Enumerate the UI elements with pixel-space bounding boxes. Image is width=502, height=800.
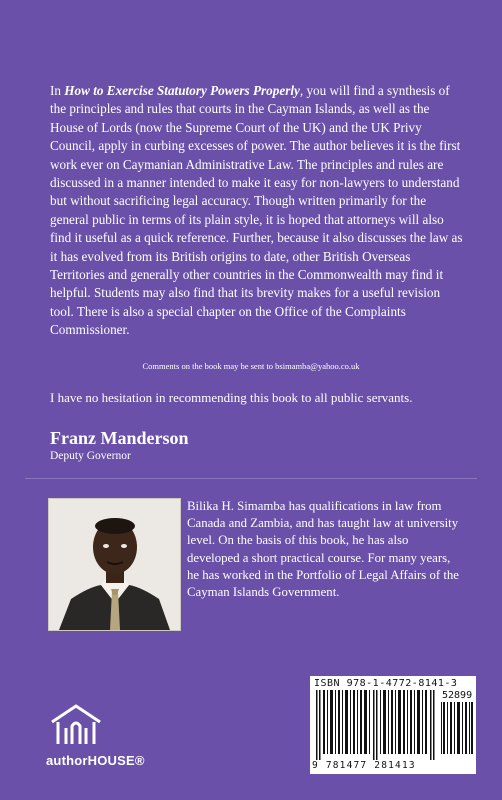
ean-digits: 9 781477 281413	[312, 760, 416, 771]
author-bio: Bilika H. Simamba has qualifications in law from Canada and Zambia, and has taught law at university level. On the basis of this book, he has also developed a short practical course. For many years, he has worked in the Portfolio of Legal Affairs of the Cayman Islands Government.	[187, 499, 459, 600]
isbn-label: ISBN 978-1-4772-8141-3	[314, 678, 458, 689]
book-title: How to Exercise Statutory Powers Properly	[64, 83, 300, 98]
ean-bars-icon	[314, 690, 438, 760]
publisher-logo	[46, 700, 166, 753]
comments-note: Comments on the book may be sent to bsimamba@yahoo.co.uk	[142, 361, 360, 371]
blurb-body: , you will find a synthesis of the principles and rules that courts in the Cayman Islands, as well as the House of Lords (now the Supreme Court of the UK) and the UK Privy Council, apply in curbing excesses of power. The author believes it is the first work ever on Caymanian Administrative Law. The principles and rules are discussed in a manner intended to make it easy for non-lawyers to understand but without sacrificing legal accuracy. Though written primarily for the general public in terms of its plain style, it is hoped that attorneys will also find it useful as a quick reference. Further, because it also discusses the law as it has evolved from its British origins to date, other British Overseas Territories and generally other countries in the Commonwealth may find it helpful. Students may also find that its brevity makes for a useful revision tool. There is also a special chapter on the Office of the Complaints Commissioner.	[50, 83, 463, 338]
isbn-barcode	[310, 676, 476, 774]
endorser-role: Deputy Governor	[50, 450, 131, 462]
author-photo	[48, 498, 181, 631]
house-logo-icon	[46, 700, 106, 748]
blurb-paragraph	[50, 82, 464, 340]
divider	[25, 478, 477, 479]
author-portrait-illustration	[49, 499, 180, 630]
publisher-name: authorHOUSE®	[46, 753, 145, 768]
blurb-intro: In	[50, 83, 65, 98]
endorsement-quote: I have no hesitation in recommending this book to all public servants.	[50, 390, 413, 405]
addon-bars-icon	[440, 702, 474, 754]
endorser-name: Franz Manderson	[50, 428, 189, 448]
price-code: 52899	[442, 690, 473, 701]
